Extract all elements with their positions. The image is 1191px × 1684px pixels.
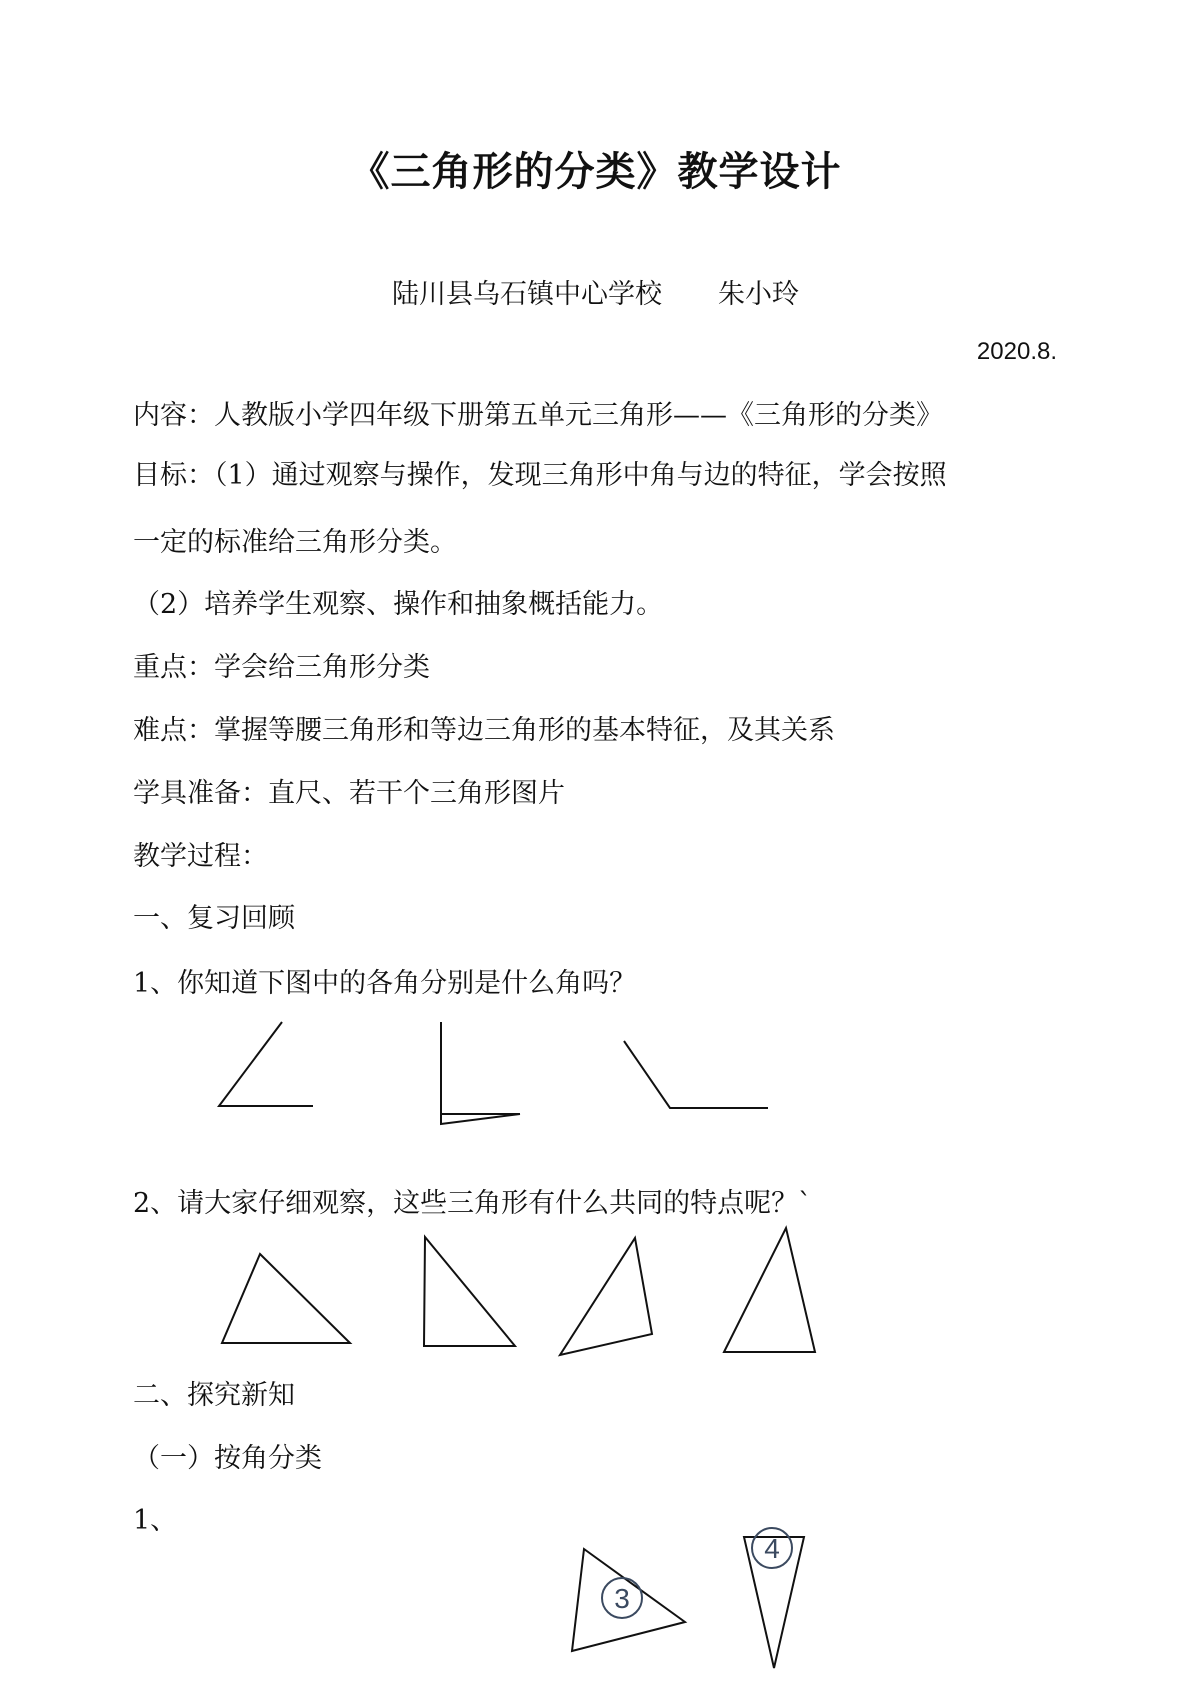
author-name: 朱小玲 [718, 279, 799, 310]
right-angle-figure [441, 1022, 520, 1124]
question-2: 2、请大家仔细观察，这些三角形有什么共同的特点呢？` [133, 1188, 812, 1219]
triangle-figure-2 [424, 1237, 515, 1346]
subsection-1-heading: （一）按角分类 [133, 1443, 322, 1474]
materials-line: 学具准备：直尺、若干个三角形图片 [133, 778, 565, 809]
obtuse-angle-figure [624, 1041, 768, 1108]
difficulty-line: 难点：掌握等腰三角形和等边三角形的基本特征，及其关系 [133, 715, 835, 746]
triangle-figure-3 [560, 1238, 652, 1355]
section-2-heading: 二、探究新知 [133, 1380, 295, 1411]
number-4-label: 4 [764, 1533, 780, 1564]
section-1-heading: 一、复习回顾 [133, 903, 295, 934]
number-3-label: 3 [614, 1583, 630, 1614]
document-date: 2020.8. [976, 338, 1057, 365]
content-line: 内容：人教版小学四年级下册第五单元三角形——《三角形的分类》 [133, 400, 943, 431]
goal-line-3: （2）培养学生观察、操作和抽象概括能力。 [133, 589, 664, 620]
key-point-line: 重点：学会给三角形分类 [133, 652, 430, 683]
process-heading: 教学过程： [133, 841, 268, 872]
goal-line-2: 一定的标准给三角形分类。 [133, 527, 457, 558]
author-school: 陆川县乌石镇中心学校 [392, 279, 662, 310]
document-title: 《三角形的分类》教学设计 [349, 149, 842, 195]
question-1: 1、你知道下图中的各角分别是什么角吗？ [133, 968, 637, 999]
triangle-figure-4 [724, 1228, 815, 1352]
goal-line-1: 目标：（1）通过观察与操作，发现三角形中角与边的特征，学会按照 [133, 460, 947, 491]
acute-angle-figure [219, 1022, 313, 1106]
item-1-label: 1、 [133, 1505, 178, 1536]
triangle-figure-1 [222, 1254, 350, 1343]
